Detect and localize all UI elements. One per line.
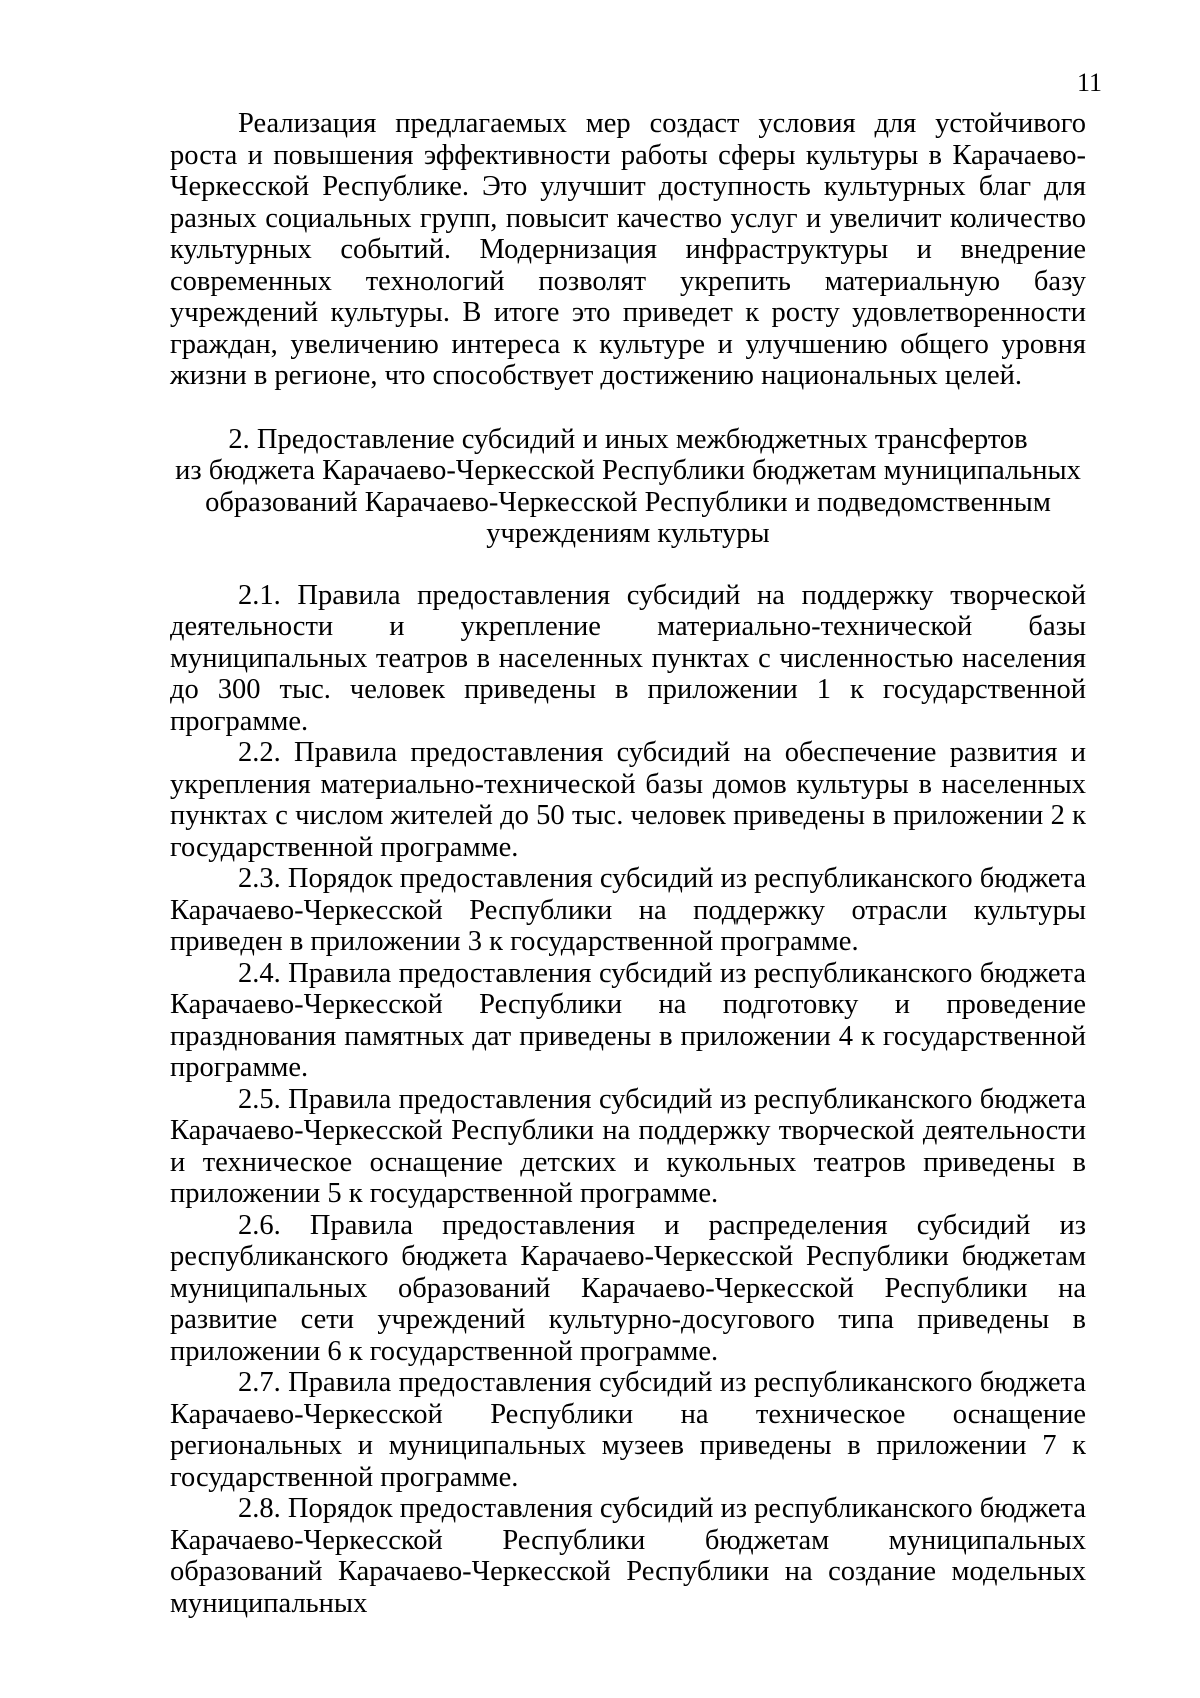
item-2-1: 2.1. Правила предоставления субсидий на поддержку творческой деятельности и укрепление материально-технической базы муниципальных театров в населенных пунктах с численностью населения до 300 тыс. человек приведены в приложении 1 к государственной программе. <box>170 579 1086 737</box>
section-heading-line: учреждениям культуры <box>486 518 770 549</box>
item-2-3: 2.3. Порядок предоставления субсидий из республиканского бюджета Карачаево-Черкесской Республики на поддержку отрасли культуры приведен в приложении 3 к государственной программе. <box>170 863 1087 957</box>
section-heading-line: 2. Предоставление субсидий и иных межбюджетных трансфертов <box>228 423 1028 455</box>
item-2-4: 2.4. Правила предоставления субсидий из республиканского бюджета Карачаево-Черкесской Республики на подготовку и проведение празднования памятных дат приведены в приложении 4 к государственной программе. <box>170 957 1086 1083</box>
page-content <box>170 108 1086 1619</box>
item-2-7: 2.7. Правила предоставления субсидий из республиканского бюджета Карачаево-Черкесской Республики на техническое оснащение региональных и муниципальных музеев приведены в приложении 7 к государственной программе. <box>170 1367 1086 1493</box>
page-number: 11 <box>1076 68 1102 97</box>
item-2-8: 2.8. Порядок предоставления субсидий из республиканского бюджета Карачаево-Черкесской Республики бюджетам муниципальных образований Карачаево-Черкесской Республики на создание модельных муниципальных <box>170 1493 1087 1619</box>
section-heading-line: из бюджета Карачаево-Черкесской Республики бюджетам муниципальных <box>175 455 1081 486</box>
section-heading <box>170 424 1086 550</box>
item-2-5: 2.5. Правила предоставления субсидий из республиканского бюджета Карачаево-Черкесской Республики на поддержку творческой деятельности и техническое оснащение детских и кукольных театров приведены в приложении 5 к государственной программе. <box>170 1083 1086 1209</box>
item-2-6: 2.6. Правила предоставления и распределения субсидий из республиканского бюджета Карачаево-Черкесской Республики бюджетам муниципальных образований Карачаево-Черкесской Республики на развитие сети учреждений культурно-досугового типа приведены в приложении 6 к государственной программе. <box>170 1209 1086 1367</box>
intro-paragraph: Реализация предлагаемых мер создаст условия для устойчивого роста и повышения эффективности работы сферы культуры в Карачаево-Черкесской Республике. Это улучшит доступность культурных благ для разных социальных групп, повысит качество услуг и увеличит количество культурных событий. Модернизация инфраструктуры и внедрение современных технологий позволят укрепить материальную базу учреждений культуры. В итоге это приведет к росту удовлетворенности граждан, увеличению интереса к культуре и улучшению общего уровня жизни в регионе, что способствует достижению национальных целей. <box>170 108 1086 391</box>
section-heading-line: образований Карачаево-Черкесской Республики и подведомственным <box>205 486 1051 518</box>
section-items <box>170 580 1086 1620</box>
item-2-2: 2.2. Правила предоставления субсидий на обеспечение развития и укрепления материально-технической базы домов культуры в населенных пунктах с числом жителей до 50 тыс. человек приведены в приложении 2 к государственной программе. <box>170 737 1086 863</box>
